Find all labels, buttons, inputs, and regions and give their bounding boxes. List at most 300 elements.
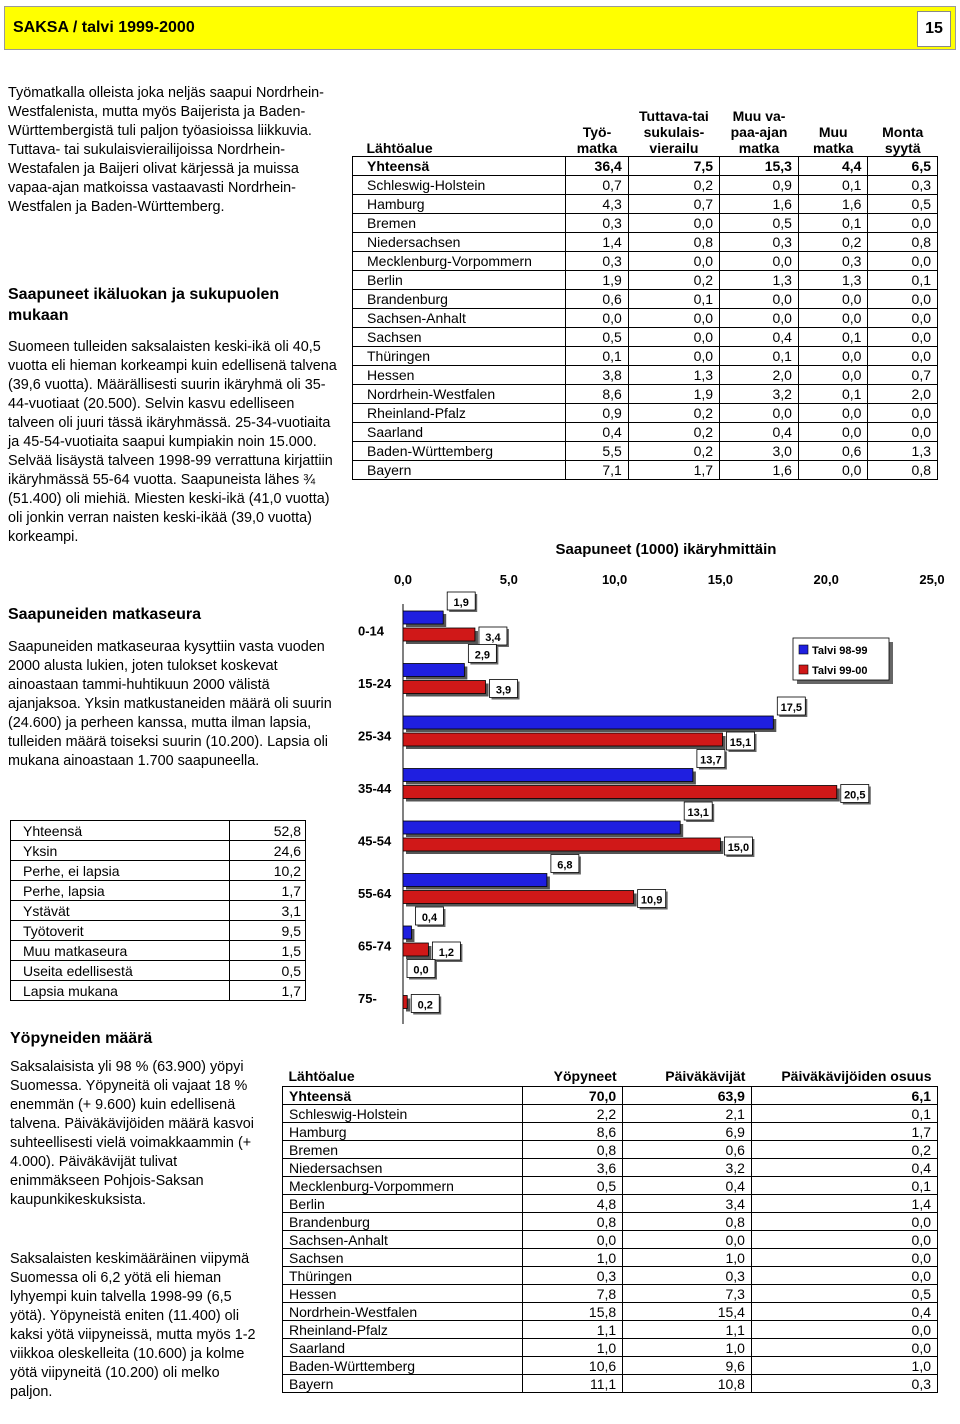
cell-value: 0,0 xyxy=(868,347,938,366)
cell-value: 1,7 xyxy=(229,981,305,1001)
cell-value: 0,2 xyxy=(628,442,719,461)
cell-value: 3,6 xyxy=(523,1159,623,1177)
x-tick-label: 20,0 xyxy=(813,572,839,587)
row-label: Schleswig-Holstein xyxy=(353,176,566,195)
row-label: Berlin xyxy=(353,271,566,290)
cell-value: 15,8 xyxy=(523,1303,623,1321)
table-body xyxy=(283,1087,938,1393)
row-label: Perhe, lapsia xyxy=(11,881,230,901)
row-label: Rheinland-Pfalz xyxy=(283,1321,523,1339)
cell-value: 3,1 xyxy=(229,901,305,921)
cell-value: 15,3 xyxy=(720,157,799,176)
x-tick-label: 10,0 xyxy=(601,572,628,587)
row-label: Bremen xyxy=(283,1141,523,1159)
cell-value: 10,8 xyxy=(623,1375,752,1393)
cell-value: 0,0 xyxy=(720,290,799,309)
table-header-row xyxy=(283,1066,938,1087)
data-label: 0,2 xyxy=(417,999,433,1012)
table-row xyxy=(353,157,938,176)
cell-value: 4,3 xyxy=(566,195,629,214)
cell-value: 1,7 xyxy=(751,1123,937,1141)
table-row xyxy=(353,347,938,366)
cell-value: 7,8 xyxy=(523,1285,623,1303)
cell-value: 0,4 xyxy=(751,1159,937,1177)
page-number: 15 xyxy=(917,11,951,47)
table-travel-company xyxy=(10,820,306,1001)
cell-value: 0,0 xyxy=(868,328,938,347)
row-label: Saarland xyxy=(353,423,566,442)
col-header: Yöpyneet xyxy=(553,1068,617,1084)
cell-value: 8,6 xyxy=(566,385,629,404)
row-label: Sachsen-Anhalt xyxy=(283,1231,523,1249)
cell-value: 0,8 xyxy=(523,1213,623,1231)
table-row xyxy=(283,1123,938,1141)
cell-value: 4,8 xyxy=(523,1195,623,1213)
data-label: 15,1 xyxy=(729,737,752,749)
cell-value: 3,2 xyxy=(720,385,799,404)
row-label: Baden-Württemberg xyxy=(283,1357,523,1375)
col-header: Tuttava-tai sukulais-vierailu xyxy=(639,108,709,156)
row-label: Useita edellisestä xyxy=(11,961,230,981)
table-row xyxy=(283,1375,938,1393)
row-label: Baden-Württemberg xyxy=(353,442,566,461)
table-row xyxy=(283,1105,938,1123)
data-label: 17,5 xyxy=(780,702,803,714)
cell-value: 0,2 xyxy=(751,1141,937,1159)
cell-value: 52,8 xyxy=(229,821,305,841)
bar-chart-svg xyxy=(350,530,950,1030)
cell-value: 0,0 xyxy=(868,309,938,328)
cell-value: 0,0 xyxy=(798,366,867,385)
data-label: 2,9 xyxy=(474,649,491,662)
cell-value: 3,0 xyxy=(720,442,799,461)
table-header-row xyxy=(353,108,938,157)
cell-value: 0,0 xyxy=(868,252,938,271)
cell-value: 0,7 xyxy=(628,195,719,214)
table-row xyxy=(11,921,306,941)
bar-talvi-99-00 xyxy=(403,786,837,799)
page-header xyxy=(4,6,956,50)
row-label: Hamburg xyxy=(353,195,566,214)
data-label: 3,4 xyxy=(485,632,501,644)
cell-value: 1,0 xyxy=(523,1339,623,1357)
table-row xyxy=(353,328,938,347)
cell-value: 0,0 xyxy=(566,309,629,328)
row-label: Sachsen xyxy=(283,1249,523,1267)
cell-value: 1,0 xyxy=(623,1249,752,1267)
cell-value: 0,4 xyxy=(566,423,629,442)
table-row xyxy=(283,1321,938,1339)
x-tick-label: 0,0 xyxy=(393,572,413,587)
table-row xyxy=(353,423,938,442)
bar-talvi-99-00 xyxy=(403,733,723,746)
bar-talvi-99-00 xyxy=(403,943,428,956)
row-label: Bayern xyxy=(283,1375,523,1393)
data-label: 6,8 xyxy=(557,859,573,872)
section2-heading: Saapuneiden matkaseura xyxy=(8,606,201,623)
section3-heading: Yöpyneiden määrä xyxy=(10,1030,153,1047)
y-category-label: 75- xyxy=(358,990,377,1006)
col-header: Päiväkävijät xyxy=(665,1068,746,1084)
y-category-label: 15-24 xyxy=(358,675,392,691)
cell-value: 0,5 xyxy=(751,1285,937,1303)
x-tick-label: 5,0 xyxy=(499,572,518,587)
cell-value: 0,0 xyxy=(628,328,719,347)
cell-value: 0,0 xyxy=(720,309,799,328)
cell-value: 1,6 xyxy=(720,195,799,214)
cell-value: 15,4 xyxy=(623,1303,752,1321)
cell-value: 3,4 xyxy=(623,1195,752,1213)
cell-value: 0,0 xyxy=(523,1231,623,1249)
row-label: Lapsia mukana xyxy=(11,981,230,1001)
row-label: Yksin xyxy=(11,841,230,861)
cell-value: 0,3 xyxy=(751,1375,937,1393)
cell-value: 1,3 xyxy=(868,442,938,461)
table-row xyxy=(283,1285,938,1303)
table-row xyxy=(283,1303,938,1321)
table-body xyxy=(11,821,306,1001)
cell-value: 0,1 xyxy=(628,290,719,309)
cell-value: 2,2 xyxy=(523,1105,623,1123)
chart-title: Saapuneet (1000) ikäryhmittäin xyxy=(555,541,777,558)
table-row xyxy=(11,881,306,901)
cell-value: 0,9 xyxy=(566,404,629,423)
cell-value: 0,0 xyxy=(628,214,719,233)
cell-value: 0,1 xyxy=(868,271,938,290)
cell-value: 0,0 xyxy=(751,1249,937,1267)
cell-value: 2,0 xyxy=(868,385,938,404)
table-row xyxy=(283,1195,938,1213)
cell-value: 5,5 xyxy=(566,442,629,461)
table-row xyxy=(353,195,938,214)
row-label: Bremen xyxy=(353,214,566,233)
cell-value: 1,4 xyxy=(751,1195,937,1213)
cell-value: 1,9 xyxy=(566,271,629,290)
cell-value: 0,0 xyxy=(798,290,867,309)
cell-value: 0,1 xyxy=(720,347,799,366)
table-row xyxy=(283,1249,938,1267)
row-label: Yhteensä xyxy=(11,821,230,841)
cell-value: 8,6 xyxy=(523,1123,623,1141)
row-label: Niedersachsen xyxy=(283,1159,523,1177)
cell-value: 1,4 xyxy=(566,233,629,252)
data-label: 10,9 xyxy=(640,894,663,907)
cell-value: 0,8 xyxy=(868,461,938,480)
col-header: Lähtöalue xyxy=(366,140,433,156)
cell-value: 0,3 xyxy=(523,1267,623,1285)
table-row xyxy=(283,1159,938,1177)
row-label: Rheinland-Pfalz xyxy=(353,404,566,423)
cell-value: 11,1 xyxy=(523,1375,623,1393)
cell-value: 0,0 xyxy=(868,214,938,233)
col-header: Päiväkävijöiden osuus xyxy=(781,1068,932,1084)
cell-value: 0,0 xyxy=(720,404,799,423)
row-label: Mecklenburg-Vorpommern xyxy=(353,252,566,271)
cell-value: 2,0 xyxy=(720,366,799,385)
cell-value: 0,8 xyxy=(523,1141,623,1159)
cell-value: 24,6 xyxy=(229,841,305,861)
row-label: Mecklenburg-Vorpommern xyxy=(283,1177,523,1195)
table-row xyxy=(11,821,306,841)
table-row xyxy=(353,233,938,252)
row-label: Saarland xyxy=(283,1339,523,1357)
cell-value: 0,0 xyxy=(798,309,867,328)
cell-value: 0,0 xyxy=(623,1231,752,1249)
cell-value: 0,1 xyxy=(798,176,867,195)
cell-value: 2,1 xyxy=(623,1105,752,1123)
cell-value: 1,3 xyxy=(720,271,799,290)
table-row xyxy=(353,385,938,404)
section1-paragraph: Suomeen tulleiden saksalaisten keski-ikä oli 40,5 vuotta eli hieman korkeampi kuin edellisenä talvena (39,6 vuotta). Määrällisesti suurin ikäryhmä oli 35-44-vuotiaat (20.500). Selvin kasvu edelliseen talveen oli juuri tässä ikäryhmässä. 25-34-vuotiaita ja 45-54-vuotiaita saapui kumpiakin noin 15.000. Selvää lisäystä talveen 1998-99 verrattuna kirjattiin ikäryhmässä 55-64 vuotta. Saapuneista lähes ¾ (51.400) oli miehiä. Miesten keski-ikä (41,0 vuotta) oli jonkin verran naisten keski-ikää (39,0 vuotta) korkeampi. xyxy=(8,339,337,545)
y-category-label: 35-44 xyxy=(358,780,392,796)
cell-value: 1,1 xyxy=(623,1321,752,1339)
table-row xyxy=(283,1231,938,1249)
cell-value: 0,7 xyxy=(566,176,629,195)
cell-value: 0,0 xyxy=(751,1339,937,1357)
bar-talvi-98-99 xyxy=(403,716,773,729)
table-row xyxy=(353,461,938,480)
cell-value: 3,2 xyxy=(623,1159,752,1177)
cell-value: 0,5 xyxy=(868,195,938,214)
table-overnight xyxy=(282,1066,938,1393)
section3-paragraph1: Saksalaisista yli 98 % (63.900) yöpyi Suomessa. Yöpyneitä oli vajaat 18 % enemmän (+ 9.600) kuin edellisenä talvena. Päiväkävijöiden määrä kasvoi suhteellisesti vielä voimakkaammin (+ 4.000). Päiväkävijät tulivat enimmäkseen Pohjois-Saksan kaupunkikeskuksista. xyxy=(10,1059,254,1208)
cell-value: 0,2 xyxy=(628,271,719,290)
col-header: Monta syytä xyxy=(882,124,924,156)
bar-talvi-98-99 xyxy=(403,769,693,782)
cell-value: 0,1 xyxy=(751,1105,937,1123)
legend-swatch xyxy=(799,645,808,654)
cell-value: 0,2 xyxy=(798,233,867,252)
legend-swatch xyxy=(799,665,808,674)
y-category-label: 25-34 xyxy=(358,728,392,744)
table-row xyxy=(353,404,938,423)
cell-value: 0,4 xyxy=(751,1303,937,1321)
bar-talvi-98-99 xyxy=(403,611,443,624)
col-header: Muu matka xyxy=(812,124,854,156)
row-label: Nordrhein-Westfalen xyxy=(283,1303,523,1321)
cell-value: 0,7 xyxy=(868,366,938,385)
table-travel-purpose xyxy=(352,108,938,480)
data-label: 15,0 xyxy=(727,842,750,854)
table-row xyxy=(353,214,938,233)
cell-value: 1,0 xyxy=(751,1357,937,1375)
data-label: 13,7 xyxy=(700,754,722,767)
cell-value: 0,0 xyxy=(628,347,719,366)
row-label: Schleswig-Holstein xyxy=(283,1105,523,1123)
cell-value: 0,5 xyxy=(720,214,799,233)
cell-value: 0,0 xyxy=(628,309,719,328)
table-row xyxy=(353,309,938,328)
cell-value: 0,0 xyxy=(868,423,938,442)
row-label: Hessen xyxy=(283,1285,523,1303)
col-header: Lähtöalue xyxy=(288,1068,355,1084)
cell-value: 63,9 xyxy=(623,1087,752,1105)
cell-value: 0,2 xyxy=(628,176,719,195)
cell-value: 70,0 xyxy=(523,1087,623,1105)
x-tick-label: 25,0 xyxy=(919,572,945,587)
table-row xyxy=(11,941,306,961)
cell-value: 36,4 xyxy=(566,157,629,176)
row-label: Bayern xyxy=(353,461,566,480)
intro-text: Työmatkalla olleista joka neljäs saapui Nordrhein-Westfalenista, mutta myös Baijerista ja Baden-Württembergistä tuli paljon työasioissa liikkuvia. Tuttava- tai sukulaisvierailijoissa Nordrhein-Westafalen ja Baijeri olivat kärjessä ja muissa vapaa-ajan matkoissa vastaavasti Nordrhein-Westfalen ja Baden-Württemberg. xyxy=(8,85,324,215)
table-row xyxy=(11,841,306,861)
cell-value: 0,0 xyxy=(751,1321,937,1339)
bar-talvi-99-00 xyxy=(403,628,475,641)
cell-value: 0,1 xyxy=(751,1177,937,1195)
cell-value: 0,8 xyxy=(868,233,938,252)
cell-value: 0,1 xyxy=(798,214,867,233)
section1-heading: Saapuneet ikäluokan ja sukupuolen mukaan xyxy=(8,286,280,324)
x-tick-label: 15,0 xyxy=(707,572,734,587)
bar-talvi-98-99 xyxy=(403,874,547,887)
cell-value: 0,3 xyxy=(623,1267,752,1285)
cell-value: 0,1 xyxy=(798,385,867,404)
cell-value: 7,5 xyxy=(628,157,719,176)
cell-value: 0,3 xyxy=(868,176,938,195)
row-label: Hessen xyxy=(353,366,566,385)
cell-value: 6,1 xyxy=(751,1087,937,1105)
cell-value: 0,5 xyxy=(229,961,305,981)
cell-value: 0,0 xyxy=(868,290,938,309)
cell-value: 10,6 xyxy=(523,1357,623,1375)
cell-value: 6,5 xyxy=(868,157,938,176)
bar-talvi-98-99 xyxy=(403,664,464,677)
cell-value: 1,0 xyxy=(623,1339,752,1357)
cell-value: 7,1 xyxy=(566,461,629,480)
bar-talvi-99-00 xyxy=(403,838,720,851)
age-group-chart xyxy=(350,530,950,1030)
bar-talvi-99-00 xyxy=(403,891,634,904)
row-label: Työtoverit xyxy=(11,921,230,941)
col-header: Muu va-paa-ajan matka xyxy=(730,108,788,156)
table-row xyxy=(353,176,938,195)
row-label: Niedersachsen xyxy=(353,233,566,252)
cell-value: 0,6 xyxy=(566,290,629,309)
table-row xyxy=(353,290,938,309)
cell-value: 9,5 xyxy=(229,921,305,941)
cell-value: 0,0 xyxy=(751,1267,937,1285)
cell-value: 1,7 xyxy=(229,881,305,901)
cell-value: 0,5 xyxy=(523,1177,623,1195)
cell-value: 4,4 xyxy=(798,157,867,176)
cell-value: 0,0 xyxy=(798,347,867,366)
table-row xyxy=(11,861,306,881)
table-row xyxy=(353,252,938,271)
table-row xyxy=(283,1213,938,1231)
y-category-label: 55-64 xyxy=(358,885,392,901)
row-label: Thüringen xyxy=(353,347,566,366)
data-label: 13,1 xyxy=(687,807,709,819)
legend-label: Talvi 98-99 xyxy=(812,645,868,657)
col-header: Työ-matka xyxy=(576,124,618,156)
data-label: 3,9 xyxy=(495,684,512,697)
cell-value: 0,6 xyxy=(623,1141,752,1159)
cell-value: 0,0 xyxy=(751,1213,937,1231)
cell-value: 1,5 xyxy=(229,941,305,961)
cell-value: 0,2 xyxy=(628,404,719,423)
cell-value: 1,6 xyxy=(798,195,867,214)
cell-value: 0,4 xyxy=(720,423,799,442)
section2-paragraph: Saapuneiden matkaseuraa kysyttiin vasta vuoden 2000 alusta lukien, joten tulokset koskevat ainoastaan tammi-huhtikuun 2000 välistä ajanjaksoa. Yksin matkustaneiden määrä oli suurin (24.600) ja perheen kanssa, mutta ilman lapsia, tulleiden määrä toiseksi suurin (10.200). Lapsia oli mukana ainoastaan 1.700 saapuneella. xyxy=(8,639,332,769)
cell-value: 0,3 xyxy=(566,252,629,271)
cell-value: 1,9 xyxy=(628,385,719,404)
header-title: SAKSA / talvi 1999-2000 xyxy=(13,19,195,36)
row-label: Brandenburg xyxy=(283,1213,523,1231)
cell-value: 1,0 xyxy=(523,1249,623,1267)
cell-value: 0,0 xyxy=(798,404,867,423)
cell-value: 0,5 xyxy=(566,328,629,347)
bar-talvi-99-00 xyxy=(403,681,486,694)
y-category-label: 45-54 xyxy=(358,833,392,849)
row-label: Hamburg xyxy=(283,1123,523,1141)
cell-value: 1,3 xyxy=(628,366,719,385)
cell-value: 3,8 xyxy=(566,366,629,385)
row-label: Perhe, ei lapsia xyxy=(11,861,230,881)
cell-value: 1,1 xyxy=(523,1321,623,1339)
cell-value: 7,3 xyxy=(623,1285,752,1303)
row-label: Sachsen xyxy=(353,328,566,347)
cell-value: 0,0 xyxy=(720,252,799,271)
cell-value: 0,1 xyxy=(566,347,629,366)
row-label: Yhteensä xyxy=(283,1087,523,1105)
cell-value: 1,6 xyxy=(720,461,799,480)
cell-value: 1,7 xyxy=(628,461,719,480)
data-label: 0,4 xyxy=(421,912,438,924)
cell-value: 0,3 xyxy=(566,214,629,233)
row-label: Brandenburg xyxy=(353,290,566,309)
table-row xyxy=(283,1339,938,1357)
table-row xyxy=(283,1141,938,1159)
table-row xyxy=(353,442,938,461)
y-category-label: 65-74 xyxy=(358,938,392,954)
row-label: Thüringen xyxy=(283,1267,523,1285)
cell-value: 0,8 xyxy=(628,233,719,252)
bar-talvi-98-99 xyxy=(403,926,411,939)
cell-value: 0,6 xyxy=(798,442,867,461)
table-row xyxy=(283,1357,938,1375)
row-label: Sachsen-Anhalt xyxy=(353,309,566,328)
table-row xyxy=(11,961,306,981)
cell-value: 9,6 xyxy=(623,1357,752,1375)
table-body xyxy=(353,157,938,480)
cell-value: 6,9 xyxy=(623,1123,752,1141)
data-label: 1,9 xyxy=(453,597,469,609)
cell-value: 0,0 xyxy=(798,423,867,442)
cell-value: 0,4 xyxy=(623,1177,752,1195)
table-row xyxy=(11,901,306,921)
table-row xyxy=(283,1177,938,1195)
cell-value: 0,0 xyxy=(868,404,938,423)
cell-value: 0,0 xyxy=(798,461,867,480)
data-label: 1,2 xyxy=(438,947,455,959)
table-row xyxy=(353,366,938,385)
row-label: Muu matkaseura xyxy=(11,941,230,961)
cell-value: 0,1 xyxy=(798,328,867,347)
cell-value: 0,0 xyxy=(751,1231,937,1249)
bar-talvi-99-00 xyxy=(403,996,407,1009)
cell-value: 0,3 xyxy=(720,233,799,252)
cell-value: 0,0 xyxy=(628,252,719,271)
table-row xyxy=(283,1267,938,1285)
cell-value: 0,2 xyxy=(628,423,719,442)
cell-value: 0,9 xyxy=(720,176,799,195)
intro-paragraph xyxy=(8,84,343,217)
cell-value: 0,3 xyxy=(798,252,867,271)
cell-value: 0,4 xyxy=(720,328,799,347)
row-label: Ystävät xyxy=(11,901,230,921)
cell-value: 10,2 xyxy=(229,861,305,881)
table-row xyxy=(353,271,938,290)
